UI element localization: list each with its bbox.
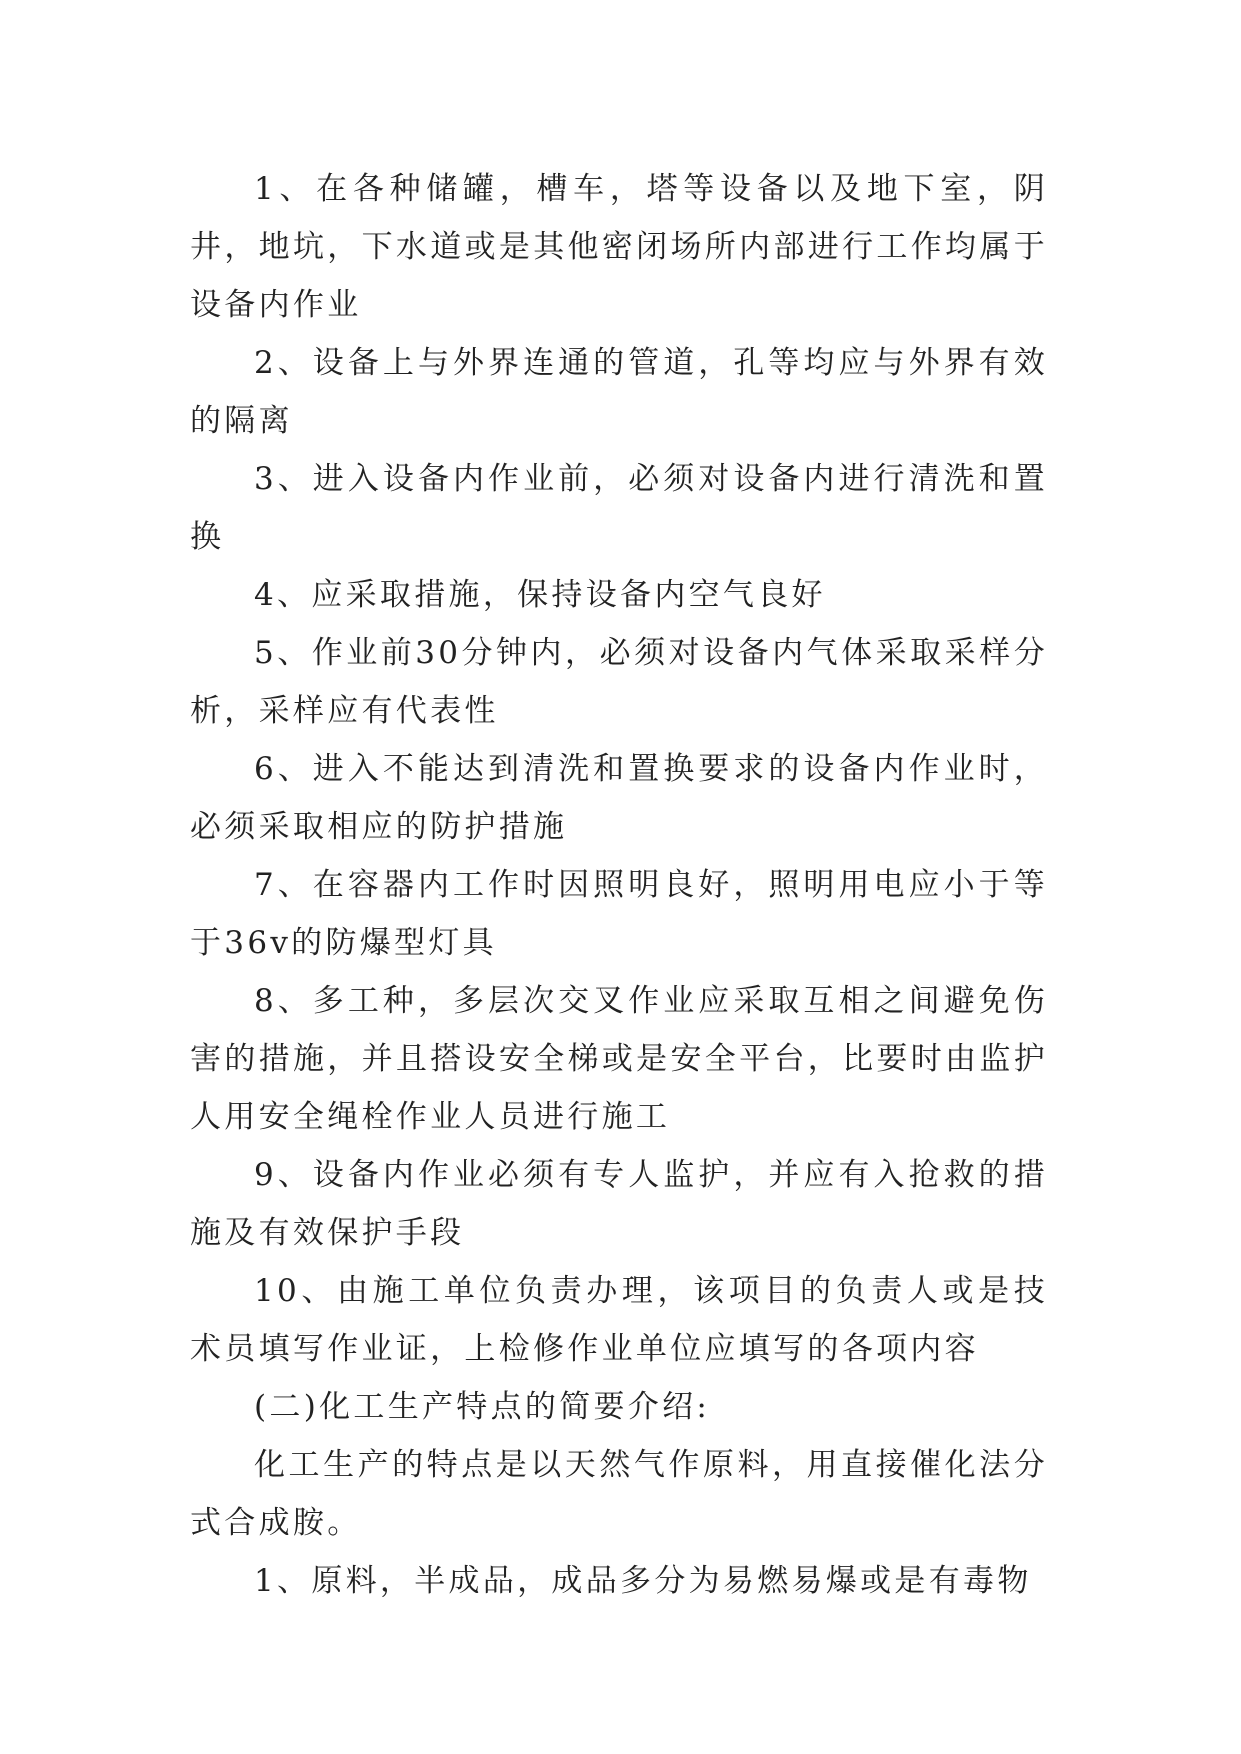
paragraph-feature-1: 1、原料，半成品，成品多分为易燃易爆或是有毒物: [254, 1563, 1032, 1599]
paragraph-10: 10、由施工单位负责办理，该项目的负责人或是技术员填写作业证，上检修作业单位应填写的各项内容: [190, 1273, 1048, 1367]
paragraph-8: 8、多工种，多层次交叉作业应采取互相之间避免伤害的措施，并且搭设安全梯或是安全平台，比要时由监护人用安全绳栓作业人员进行施工: [190, 983, 1048, 1135]
paragraph-7: 7、在容器内工作时因照明良好，照明用电应小于等于36v的防爆型灯具: [190, 867, 1048, 961]
paragraph-2: 2、设备上与外界连通的管道，孔等均应与外界有效的隔离: [190, 345, 1048, 439]
document-body: [190, 160, 1048, 1610]
paragraph-9: 9、设备内作业必须有专人监护，并应有入抢救的措施及有效保护手段: [190, 1157, 1048, 1251]
paragraph-6: 6、进入不能达到清洗和置换要求的设备内作业时，必须采取相应的防护措施: [190, 751, 1048, 845]
paragraph-intro: 化工生产的特点是以天然气作原料，用直接催化法分式合成胺。: [190, 1447, 1048, 1541]
paragraph-1: 1、在各种储罐，槽车，塔等设备以及地下室，阴井，地坑，下水道或是其他密闭场所内部进行工作均属于设备内作业: [190, 171, 1048, 323]
paragraph-4: 4、应采取措施，保持设备内空气良好: [254, 577, 826, 613]
paragraph-5: 5、作业前30分钟内，必须对设备内气体采取采样分析，采样应有代表性: [190, 635, 1048, 729]
paragraph-3: 3、进入设备内作业前，必须对设备内进行清洗和置换: [190, 461, 1048, 555]
section-heading: (二)化工生产特点的简要介绍:: [254, 1389, 711, 1425]
